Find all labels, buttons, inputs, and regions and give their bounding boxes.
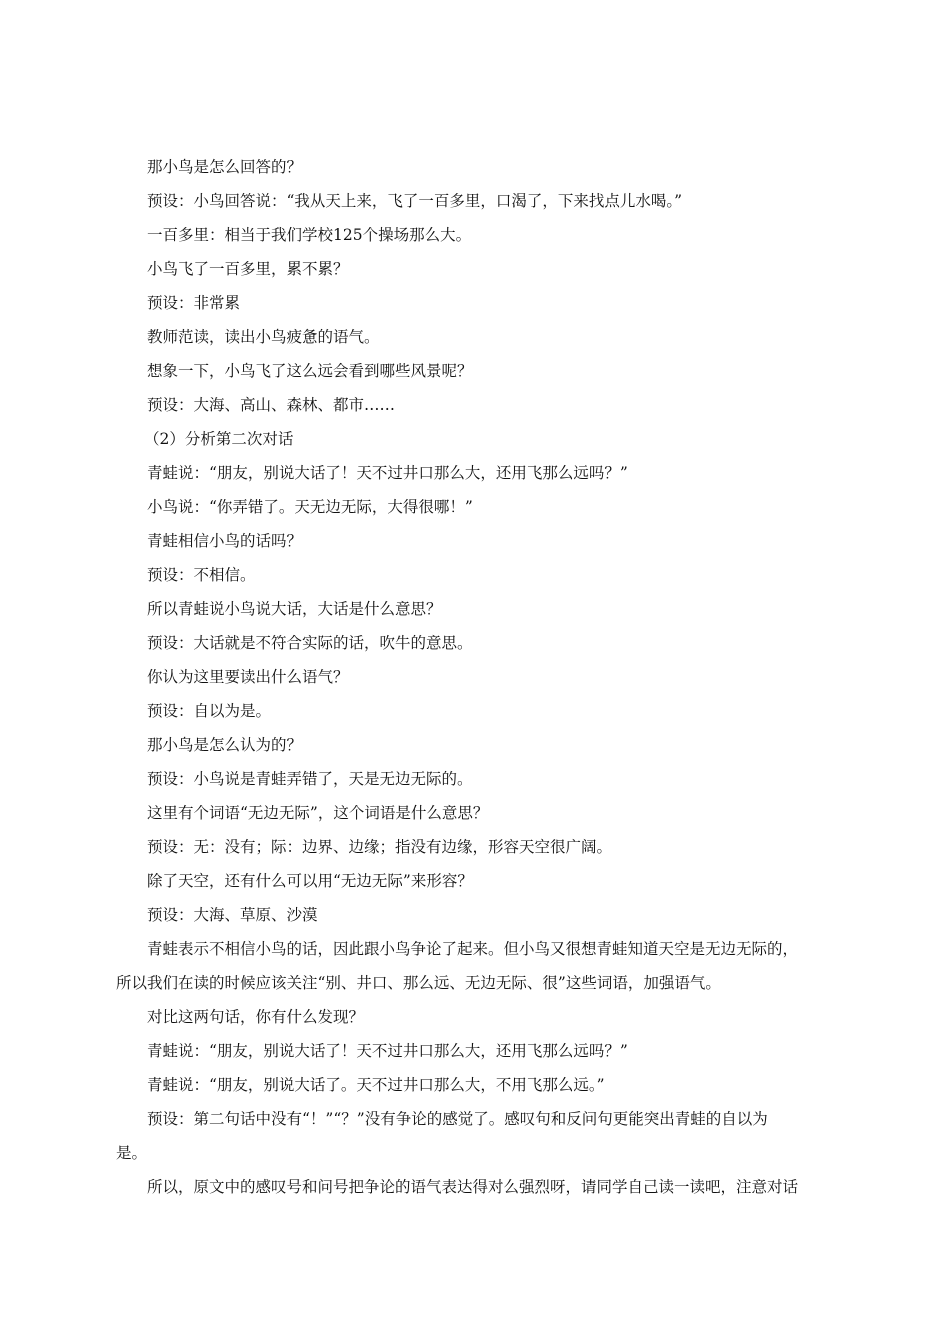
paragraph-line: 预设：大海、草原、沙漠 — [147, 906, 318, 924]
paragraph-line: 那小鸟是怎么认为的？ — [147, 736, 303, 754]
paragraph-line: 预设：不相信。 — [147, 566, 256, 584]
paragraph-line: 小鸟说：“你弄错了。天无边无际，大得很哪！” — [147, 498, 473, 516]
paragraph-line: 所以青蛙说小鸟说大话，大话是什么意思？ — [147, 600, 442, 618]
paragraph-line: 预设：小鸟回答说：“我从天上来，飞了一百多里，口渴了，下来找点儿水喝。” — [147, 192, 683, 210]
paragraph-line: 预设：非常累 — [147, 294, 241, 312]
paragraph-line: 除了天空，还有什么可以用“无边无际”来形容？ — [147, 872, 473, 890]
paragraph-line: 教师范读，读出小鸟疲惫的语气。 — [147, 328, 380, 346]
paragraph-line: 青蛙相信小鸟的话吗？ — [147, 532, 303, 550]
paragraph-line: 预设：大话就是不符合实际的话，吹牛的意思。 — [147, 634, 473, 652]
paragraph-line: 青蛙说：“朋友，别说大话了。天不过井口那么大，不用飞那么远。” — [147, 1076, 605, 1094]
paragraph-line: 想象一下，小鸟飞了这么远会看到哪些风景呢？ — [147, 362, 473, 380]
paragraph-line: 预设：小鸟说是青蛙弄错了，天是无边无际的。 — [147, 770, 473, 788]
paragraph-line: 对比这两句话，你有什么发现？ — [147, 1008, 365, 1026]
document-body — [116, 150, 862, 1204]
paragraph-line: 你认为这里要读出什么语气？ — [147, 668, 349, 686]
paragraph-line: 青蛙说：“朋友，别说大话了！天不过井口那么大，还用飞那么远吗？” — [147, 1042, 628, 1060]
section-heading: （2）分析第二次对话 — [144, 430, 294, 448]
paragraph-line: 青蛙说：“朋友，别说大话了！天不过井口那么大，还用飞那么远吗？” — [147, 464, 628, 482]
paragraph-line: 预设：大海、高山、森林、都市…… — [147, 396, 396, 414]
paragraph-line: 青蛙表示不相信小鸟的话，因此跟小鸟争论了起来。但小鸟又很想青蛙知道天空是无边无际的， — [147, 940, 799, 958]
paragraph-line: 预设：第二句话中没有“！”“？”没有争论的感觉了。感叹句和反问句更能突出青蛙的自以为 — [147, 1110, 768, 1128]
paragraph-line: 所以我们在读的时候应该关注“别、井口、那么远、无边无际、很”这些词语，加强语气。 — [116, 974, 721, 992]
paragraph-line: 一百多里：相当于我们学校125个操场那么大。 — [147, 226, 472, 244]
paragraph-line: 预设：无：没有；际：边界、边缘；指没有边缘，形容天空很广阔。 — [147, 838, 613, 856]
paragraph-line: 预设：自以为是。 — [147, 702, 272, 720]
paragraph-line: 所以，原文中的感叹号和问号把争论的语气表达得对么强烈呀，请同学自己读一读吧，注意对话 — [147, 1178, 799, 1196]
paragraph-line: 是。 — [116, 1144, 148, 1162]
paragraph-line: 小鸟飞了一百多里，累不累？ — [147, 260, 349, 278]
paragraph-line: 那小鸟是怎么回答的？ — [147, 158, 303, 176]
paragraph-line: 这里有个词语“无边无际”，这个词语是什么意思？ — [147, 804, 489, 822]
